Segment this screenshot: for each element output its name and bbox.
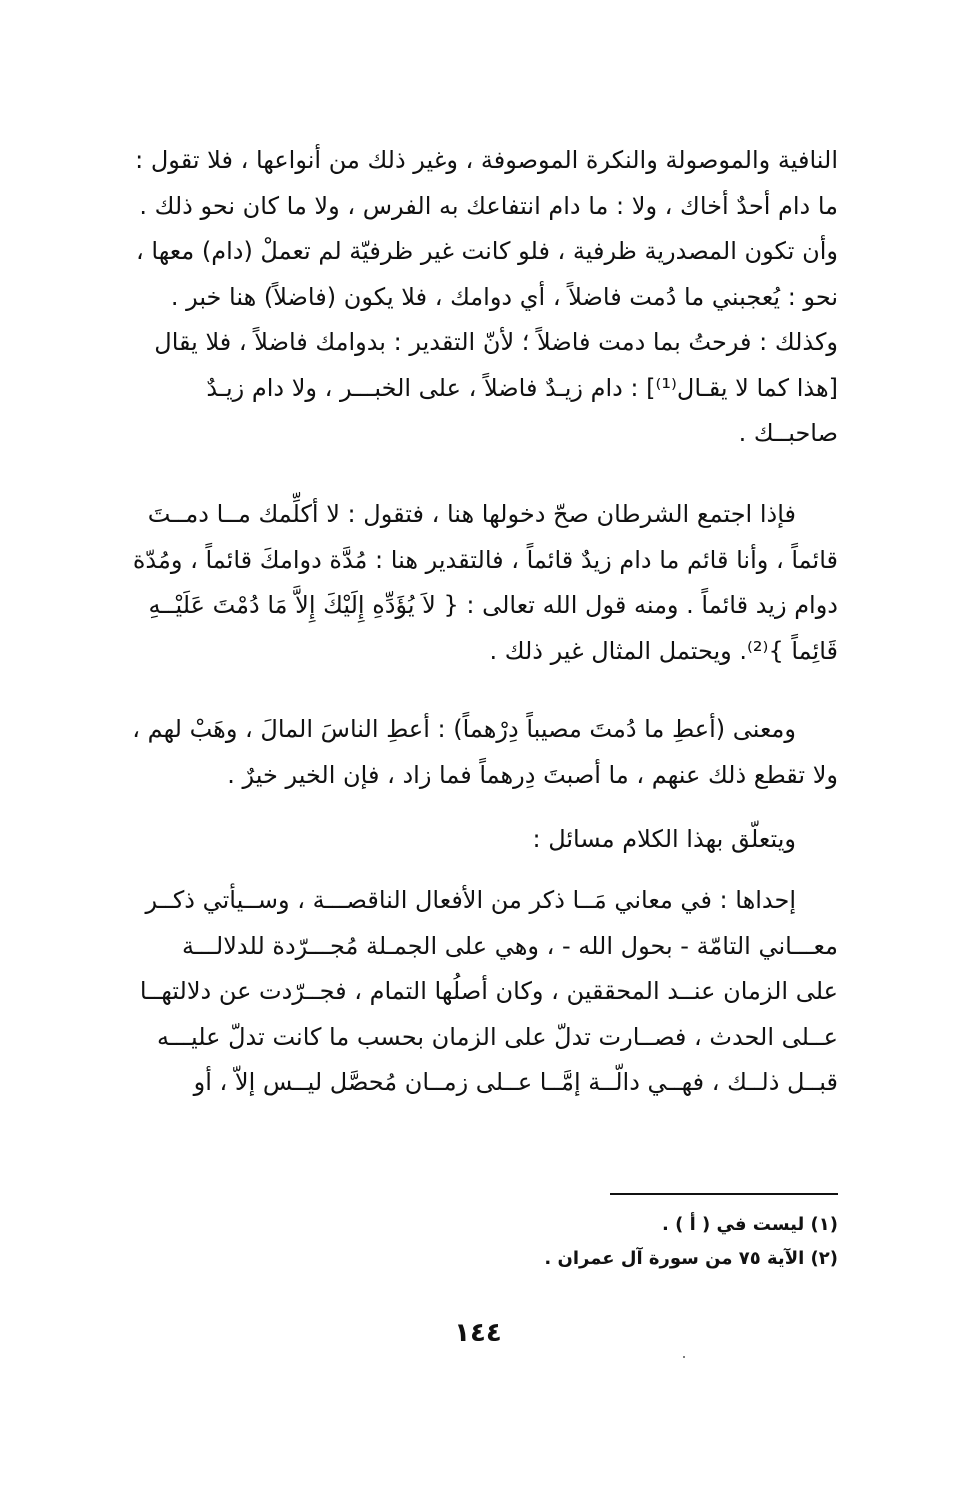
text-line: على الزمان عنــد المحققين ، وكان أصلُها التمام ، فجــرّدت عن دلالتهــا (139, 977, 838, 1005)
text-line: [هذا كما لا يقـال⁽¹⁾] : دام زيـدٌ فاضلاً ، على الخبـــر ، ولا دام زيـدٌ (206, 373, 838, 402)
paragraph-2 (118, 492, 838, 674)
paragraph-4 (118, 817, 838, 863)
text-line: معـــاني التامّة - بحول الله - ، وهي على الجمـلة مُجـــرّدة للدلالـــة (181, 931, 838, 960)
text-line: دوام زيد قائماً . ومنه قول الله تعالى : { لاَ يُؤَدِّهِ إِلَيْكَ إِلاَّ مَا دُمْتَ عَلَيْــهِ (148, 591, 838, 619)
text-line: فإذا اجتمع الشرطان صحّ دخولها هنا ، فتقول : لا أكلِّمك مــا دمــتَ (147, 500, 796, 528)
paragraph-3 (118, 707, 838, 798)
text-line: ومعنى (أعطِ ما دُمتَ مصيباً دِرْهماً) : أعطِ الناسَ المالَ ، وهَبْ لهم ، (132, 715, 796, 743)
text-line: ولا تقطع ذلك عنهم ، ما أصبتَ دِرهماً فما زاد ، فإن الخير خيرٌ . (227, 760, 838, 789)
footnotes (238, 1208, 838, 1276)
footnote-1: (١) ليست في ( أ ) . (662, 1214, 838, 1235)
text-line: النافية والموصولة والنكرة الموصوفة ، وغير ذلك من أنواعها ، فلا تقول : (135, 146, 838, 174)
text-line: ويتعلّق بهذا الكلام مسائل : (532, 825, 796, 853)
text-line: قَائِماً }⁽²⁾. ويحتمل المثال غير ذلك . (489, 636, 838, 665)
footnote-2: (٢) الآية ٧٥ من سورة آل عمران . (544, 1248, 838, 1269)
page-number: ١٤٤ (454, 1318, 502, 1348)
text-line: ما دام أحدٌ أخاك ، ولا : ما دام انتفاعك به الفرس ، ولا ما كان نحو ذلك . (139, 191, 838, 220)
text-line: وأن تكون المصدرية ظرفية ، فلو كانت غير ظرفيّة لم تعملْ (دام) معها ، (136, 237, 838, 265)
text-line: عــلى الحدث ، فصــارت تدلّ على الزمان بحسب ما كانت تدلّ عليـــه (157, 1022, 838, 1051)
text-line: قبــل ذلــك ، فهــي دالّــة إمَّــا عــلى زمــان مُحصَّل ليــس إلاّ ، أو (193, 1068, 838, 1096)
scan-speck (683, 1356, 685, 1358)
text-line: صاحبــك . (738, 419, 838, 447)
paragraph-1 (118, 138, 838, 457)
text-line: إحداها : في معاني مَــا ذكر من الأفعال الناقصـــة ، وســيأتي ذكــر (145, 886, 796, 914)
paragraph-5 (118, 878, 838, 1106)
text-line: نحو : يُعجبني ما دُمت فاضلاً ، أي دوامك ، فلا يكون (فاضلاً) هنا خبر . (170, 282, 838, 311)
text-line: وكذلك : فرحتُ بما دمت فاضلاً ؛ لأنّ التقدير : بدوامك فاضلاً ، فلا يقال (154, 328, 838, 356)
footnote-divider (610, 1193, 838, 1195)
text-line: قائماً ، وأنا قائم ما دام زيدٌ قائماً ، فالتقدير هنا : مُدَّة دوامكَ قائماً ، ومُدّة (132, 545, 838, 574)
